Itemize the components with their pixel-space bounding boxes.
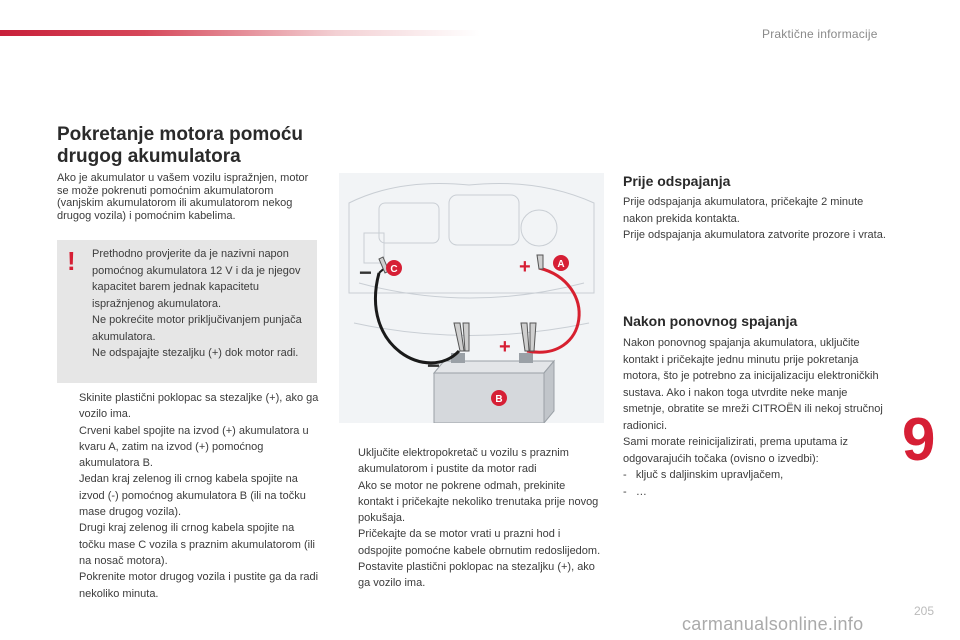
jump-start-diagram	[339, 173, 604, 423]
steps-right-list	[341, 445, 603, 592]
plus-sign-top: +	[519, 256, 531, 278]
minus-sign-battery: −	[427, 353, 440, 378]
battery-b-illustration	[434, 353, 554, 423]
list-item: Skinite plastični poklopac sa stezaljke (+), ako ga vozilo ima.	[79, 392, 319, 421]
steps-left-list	[62, 390, 320, 602]
after-reconnect-section	[623, 335, 888, 500]
warning-icon: !	[67, 246, 76, 276]
page-title: Pokretanje motora pomoću drugog akumulatora	[57, 124, 303, 167]
label-b: B	[495, 394, 503, 405]
list-item: - ključ s daljinskim upravljačem,	[623, 469, 784, 481]
list-item: Crveni kabel spojite na izvod (+) akumulatora u kvaru A, zatim na izvod (+) pomoćnog akumulatora B.	[79, 424, 309, 470]
page-number: 205	[914, 604, 935, 618]
warning-line: Ne pokrećite motor priključivanjem punjača akumulatora.	[92, 314, 302, 343]
section-title: Praktične informacije	[762, 27, 878, 41]
after-reconnect-text: Nakon ponovnog spajanja akumulatora, uključite kontakt i pričekajte jednu minutu prije pokretanja motora, što je potrebno za inicijalizaciju elektroničkih sustava. Ako i nakon toga utvrdite neke manje smetnje, obratite se mreži CITROËN ili nekoj stručnoj radionici. Sami morate reinicijalizirati, prema uputama iz odgovarajućih točaka (ovisno o izvedbi):	[623, 337, 883, 465]
before-disconnect-heading: Prije odspajanja	[623, 173, 731, 189]
intro-paragraph: Ako je akumulator u vašem vozilu ispražnjen, motor se može pokrenuti pomoćnim akumulatorom (vanjskim akumulatorom ili akumulatorom nekog drugog vozila) i pomoćnim kabelima.	[57, 172, 309, 222]
list-item: Jedan kraj zelenog ili crnog kabela spojite na izvod (-) pomoćnog akumulatora B (ili na točku mase drugog vozila).	[79, 473, 306, 519]
list-item: Uključite elektropokretač u vozilu s praznim akumulatorom i pustite da motor radi Ako se motor ne pokrene odmah, prekinite kontakt i pričekajte nekoliko trenutaka prije novog pokušaja.	[358, 447, 599, 525]
list-item: Drugi kraj zelenog ili crnog kabela spojite na točku mase C vozila s praznim akumulatorom (ili na nosač motora).	[79, 522, 315, 567]
warning-box	[57, 240, 317, 383]
after-reconnect-heading: Nakon ponovnog spajanja	[623, 313, 798, 329]
after-reconnect-list	[623, 467, 888, 500]
chapter-number: 9	[902, 406, 936, 473]
watermark: carmanualsonline.info	[682, 614, 864, 634]
list-item: Pokrenite motor drugog vozila i pustite ga da radi nekoliko minuta.	[79, 571, 319, 600]
list-item: Pričekajte da se motor vrati u prazni hod i odspojite pomoćne kabele obrnutim redoslijedom.	[358, 528, 601, 557]
header-accent-bar	[0, 30, 480, 36]
label-a: A	[557, 259, 565, 270]
minus-sign-top: −	[359, 260, 372, 285]
plus-sign-battery: +	[499, 336, 511, 358]
warning-text	[92, 246, 307, 362]
list-item: - …	[623, 485, 647, 498]
warning-line: Ne odspajajte stezaljku (+) dok motor radi.	[92, 347, 299, 359]
list-item: Postavite plastični poklopac na stezaljku (+), ako ga vozilo ima.	[358, 561, 595, 590]
label-c: C	[390, 264, 398, 275]
before-disconnect-text: Prije odspajanja akumulatora, pričekajte 2 minute nakon prekida kontakta. Prije odspajanja akumulatora zatvorite prozore i vrata.	[623, 196, 886, 241]
warning-line: Prethodno provjerite da je nazivni napon pomoćnog akumulatora 12 V i da je njegov kapacitet barem jednak kapacitetu ispražnjenog akumulatora.	[92, 248, 301, 310]
